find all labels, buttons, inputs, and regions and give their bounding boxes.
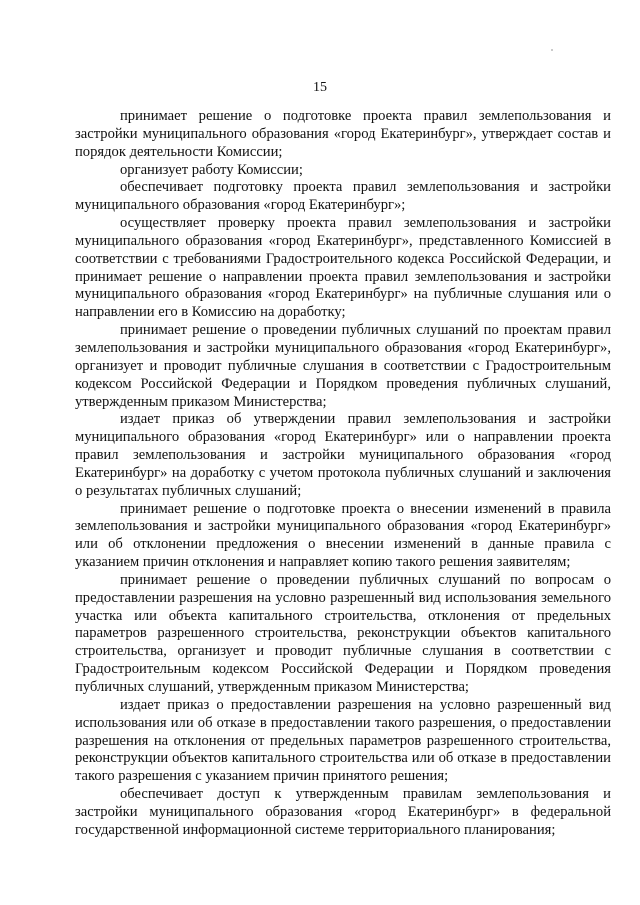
paragraph: принимает решение о подготовке проекта о внесении изменений в правила землепользования и застройки муниципального образования «город Екатеринбург» или об отклонении предложения о внесении изменений в данные правила с указанием причин отклонения и направляет копию такого решения заявителям; xyxy=(75,500,611,571)
paragraph: обеспечивает доступ к утвержденным правилам землепользования и застройки муниципального образования «город Екатеринбург» в федеральной государственной информационной системе территориального планирования; xyxy=(75,786,611,838)
paragraph: принимает решение о проведении публичных слушаний по вопросам о предоставлении разрешения на условно разрешенный вид использования земельного участка или объекта капитального строительства, отклонения от предельных параметров разрешенного строительства, реконструкции объектов капитального строительства, организует и проводит публичные слушания в соответствии с Градостроительным кодексом Российской Федерации и Порядком проведения публичных слушаний, утвержденным приказом Министерства; xyxy=(75,571,611,695)
paragraph: принимает решение о подготовке проекта правил землепользования и застройки муниципального образования «город Екатеринбург», утверждает состав и порядок деятельности Комиссии; xyxy=(75,108,611,160)
paragraph: обеспечивает подготовку проекта правил землепользования и застройки муниципального образования «город Екатеринбург»; xyxy=(75,179,611,214)
paragraph: осуществляет проверку проекта правил землепользования и застройки муниципального образования «город Екатеринбург», представленного Комиссией в соответствии с требованиями Градостроительного кодекса Российской Федерации, и принимает решение о направлении проекта правил землепользования и застройки муниципального образования «город Екатеринбург» на публичные слушания или о направлении его в Комиссию на доработку; xyxy=(75,215,611,321)
paragraph: издает приказ о предоставлении разрешения на условно разрешенный вид использования или об отказе в предоставлении такого разрешения, о предоставлении разрешения на отклонения от предельных параметров разрешенного строительства, реконструкции объектов капитального строительства или об отказе в предоставлении такого разрешения с указанием причин принятого решения; xyxy=(75,696,611,785)
paragraph: издает приказ об утверждении правил землепользования и застройки муниципального образования «город Екатеринбург» или о направлении проекта правил землепользования и застройки муниципального образования «город Екатеринбург» на доработку с учетом протокола публичных слушаний и заключения о результатах публичных слушаний; xyxy=(75,411,611,499)
scan-speck xyxy=(551,49,553,51)
page-number: 15 xyxy=(313,80,327,95)
paragraph: организует работу Комиссии; xyxy=(120,161,303,178)
paragraph: принимает решение о проведении публичных слушаний по проектам правил землепользования и застройки муниципального образования «город Екатеринбург», организует и проводит публичные слушания в соответствии с Градостроительным кодексом Российской Федерации и Порядком проведения публичных слушаний, утвержденным приказом Министерства; xyxy=(75,322,611,410)
document-body xyxy=(75,108,611,840)
